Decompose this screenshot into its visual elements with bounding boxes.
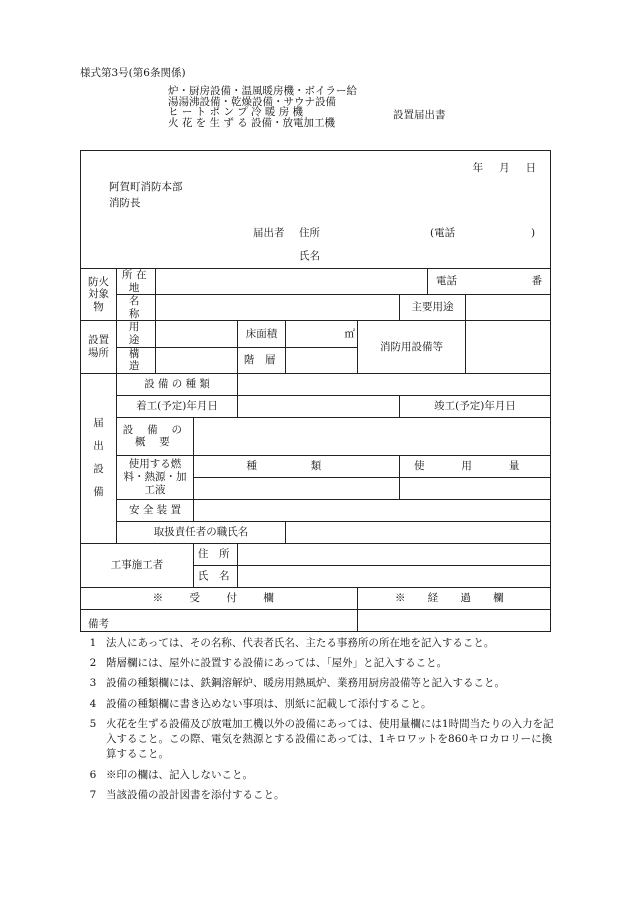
date-day-field[interactable] — [526, 163, 537, 174]
target-location-label: 所在地 — [117, 269, 156, 295]
note-item — [80, 768, 555, 783]
equipment-safety-field[interactable] — [194, 499, 551, 521]
note-text: 法人にあっては、その名称、代表者氏名、主たる事務所の所在地を記入すること。 — [106, 637, 495, 649]
note-item — [80, 697, 555, 712]
note-number: 4 — [89, 697, 97, 710]
equipment-complete-label: 竣工(予定)年月日 — [400, 395, 551, 417]
site-use-label: 用 途 — [117, 321, 156, 347]
contractor-address-field[interactable] — [238, 543, 551, 565]
site-section-label — [81, 321, 117, 373]
site-floor-label: 階 層 — [238, 347, 286, 373]
note-text: 設備の種類欄に書き込めない事項は、別紙に記載して添付すること。 — [106, 697, 432, 710]
note-number: 7 — [89, 788, 97, 801]
notifier-address-label: 住所 — [299, 227, 320, 239]
equipment-kind-header: 種 類 — [194, 455, 400, 477]
target-name-label: 名 称 — [117, 295, 156, 321]
site-floor-area-label: 床面積 — [238, 321, 286, 347]
target-phone-suffix: 番 — [531, 275, 543, 288]
form-title-suffix: 設置届出書 — [393, 109, 446, 121]
reception-label: ※ 受 付 欄 — [81, 587, 358, 609]
contractor-name-field[interactable] — [238, 565, 551, 587]
note-text: ※印の欄は、記入しないこと。 — [106, 768, 253, 781]
date-line — [473, 163, 537, 174]
equipment-safety-label: 安 全 装 置 — [117, 499, 194, 521]
note-item — [80, 788, 555, 803]
date-year-label: 年 — [472, 162, 484, 174]
note-item — [80, 636, 555, 651]
contractor-address-label: 住 所 — [194, 543, 238, 565]
title-line-4: 火 花 を 生 ず る 設備・放電加工機 — [168, 116, 336, 129]
notifier-label: 届出者 — [253, 227, 285, 239]
equipment-overview-field[interactable] — [194, 417, 551, 455]
notes-title: 備考 — [88, 618, 109, 630]
equipment-start-field[interactable] — [238, 395, 400, 417]
title-line-1: 炉・厨房設備・温風暖房機・ボイラー給 — [168, 85, 357, 97]
site-fire-equipment-field[interactable] — [466, 321, 551, 373]
note-number: 5 — [89, 717, 97, 730]
note-item — [80, 717, 555, 763]
notifier-address-field[interactable] — [329, 223, 429, 239]
notifier-phone-field[interactable] — [461, 223, 529, 239]
equipment-section-text: 届出設備 — [93, 417, 104, 499]
note-number: 1 — [89, 637, 97, 649]
date-month-field[interactable] — [499, 163, 510, 174]
notifier-name-field[interactable] — [329, 246, 529, 262]
equipment-overview-label: 設 備 の 概 要 — [117, 417, 194, 455]
site-floor-area-field[interactable] — [286, 321, 358, 347]
note-text: 当該設備の設計図書を添付すること。 — [106, 788, 285, 801]
target-main-use-field[interactable] — [466, 295, 551, 321]
target-section-label — [81, 269, 117, 321]
equipment-type-field[interactable] — [238, 373, 551, 395]
recipient-line-1: 阿賀町消防本部 — [109, 181, 183, 193]
equipment-start-label: 着工(予定)年月日 — [117, 395, 238, 417]
equipment-fuel-label: 使用する燃料・熱源・加工液 — [117, 455, 194, 499]
site-fire-equipment-label: 消防用設備等 — [358, 321, 466, 373]
note-text: 火花を生ずる設備及び放電加工機以外の設備にあっては、使用量欄には1時間当たりの入力を記入すること。この際、電気を熱源とする設備にあっては、1キロワットを860キロカロリーに換算すること。 — [106, 717, 554, 761]
note-item — [80, 656, 555, 671]
form-number: 様式第3号(第6条関係) — [80, 67, 186, 79]
target-phone-label: 電話 — [436, 275, 457, 288]
site-floor-area-unit: ㎡ — [344, 327, 355, 340]
equipment-type-label: 設 備 の 種 類 — [117, 373, 238, 395]
target-name-field[interactable] — [156, 295, 400, 321]
manager-field[interactable] — [286, 521, 551, 543]
equipment-section-label — [81, 373, 117, 543]
target-phone-field[interactable] — [428, 269, 551, 295]
date-year-field[interactable] — [473, 163, 484, 174]
title-line-2: 湯湯沸設備・乾燥設備・サウナ設備 — [168, 95, 336, 108]
notes-list — [80, 636, 555, 803]
date-month-label: 月 — [499, 162, 510, 174]
notifier-phone-open: (電話 — [430, 227, 456, 239]
recipient-line-2: 消防長 — [109, 197, 141, 209]
notes-section — [80, 616, 555, 808]
site-use-field[interactable] — [156, 321, 238, 347]
title-line-3: ヒ ー ト ポ ン プ 冷 暖 房 機 — [168, 106, 304, 118]
notification-form — [80, 150, 551, 632]
notifier-name-label: 氏名 — [299, 250, 320, 262]
contractor-label: 工事施工者 — [81, 543, 194, 587]
site-section-text: 設置場所 — [88, 334, 109, 360]
note-number: 2 — [89, 657, 97, 670]
equipment-amount-header: 使 用 量 — [400, 455, 551, 477]
note-text: 設備の種類欄には、鉄鋼溶解炉、暖房用熱風炉、業務用厨房設備等と記入すること。 — [106, 677, 505, 690]
note-text: 階層欄には、屋外に設置する設備にあっては、「屋外」と記入すること。 — [106, 657, 448, 670]
site-structure-field[interactable] — [156, 347, 238, 373]
equipment-kind-field[interactable] — [194, 477, 400, 499]
header-area — [81, 151, 551, 269]
progress-label: ※ 経 過 欄 — [358, 587, 551, 609]
note-item — [80, 676, 555, 691]
target-section-text: 防火対象物 — [88, 275, 109, 313]
equipment-amount-field[interactable] — [400, 477, 551, 499]
form-title-block — [168, 86, 383, 128]
note-number: 6 — [89, 768, 97, 781]
contractor-name-label: 氏 名 — [194, 565, 238, 587]
site-structure-label: 構 造 — [117, 347, 156, 373]
note-number: 3 — [89, 677, 97, 690]
target-location-field[interactable] — [156, 269, 428, 295]
site-floor-field[interactable] — [286, 347, 358, 373]
date-day-label: 日 — [525, 162, 537, 174]
target-main-use-label: 主要用途 — [400, 295, 466, 321]
notifier-phone-close: ) — [531, 227, 536, 239]
manager-label: 取扱責任者の職氏名 — [117, 521, 286, 543]
